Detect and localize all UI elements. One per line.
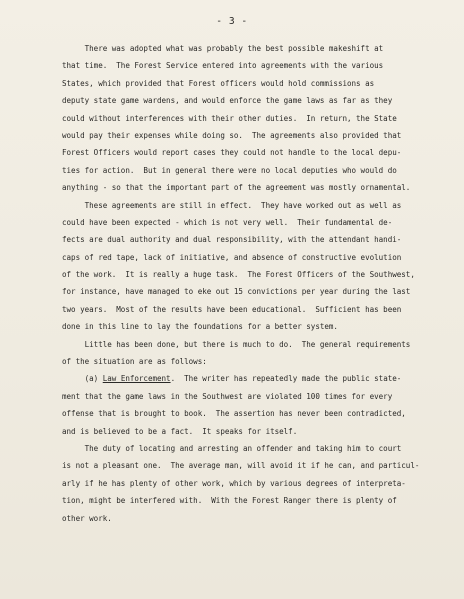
text-line: deputy state game wardens, and would enforce the game laws as far as they [62,96,393,106]
text-line: could have been expected - which is not very well. Their fundamental de- [62,217,393,227]
text-line: The duty of locating and arresting an offender and taking him to court [62,443,402,453]
text-line: There was adopted what was probably the best possible makeshift at [62,44,384,53]
text-line: would pay their expenses while doing so. The agreements also provided that [62,130,402,140]
text-line: ties for action. But in general there were no local deputies who would do [62,165,397,175]
text-line: anything - so that the important part of the agreement was mostly ornamental. [62,183,411,193]
text-line: two years. Most of the results have been educational. Sufficient has been [62,304,402,314]
text-line: other work. [62,513,112,523]
text-line: Little has been done, but there is much to do. The general requirements [62,339,411,349]
body-text [62,40,418,527]
page-number: - 3 - [216,16,248,27]
text-line: is not a pleasant one. The average man, will avoid it if he can, and particul- [62,461,420,471]
text-line: arly if he has plenty of other work, which by various degrees of interpreta- [62,478,406,488]
text-line: of the situation are as follows: [62,357,207,367]
text-fragment: . The writer has repeatedly made the public state- [170,374,402,384]
text-line: fects are dual authority and dual responsibility, with the attendant handi- [62,235,402,245]
text-line: for instance, have managed to eke out 15 convictions per year during the last [62,287,411,297]
text-fragment: (a) [62,374,103,384]
text-line: caps of red tape, lack of initiative, and absence of constructive evolution [62,252,402,262]
text-line: These agreements are still in effect. They have worked out as well as [62,200,402,210]
text-line: Forest Officers would report cases they could not handle to the local depu- [62,148,402,158]
text-line: offense that is brought to book. The assertion has never been contradicted, [62,409,406,419]
text-line-law-enforcement [62,370,418,387]
text-line: tion, might be interfered with. With the Forest Ranger there is plenty of [62,496,397,506]
text-line: could without interferences with their other duties. In return, the State [62,113,397,123]
text-line: States, which provided that Forest officers would hold commissions as [62,78,375,88]
underlined-heading: Law Enforcement [102,374,171,384]
text-line: ment that the game laws in the Southwest are violated 100 times for every [62,391,393,401]
text-line: that time. The Forest Service entered into agreements with the various [62,61,384,71]
text-line: and is believed to be a fact. It speaks for itself. [62,426,298,436]
text-line: done in this line to lay the foundations for a better system. [62,322,338,332]
text-line: of the work. It is really a huge task. The Forest Officers of the Southwest, [62,270,415,280]
